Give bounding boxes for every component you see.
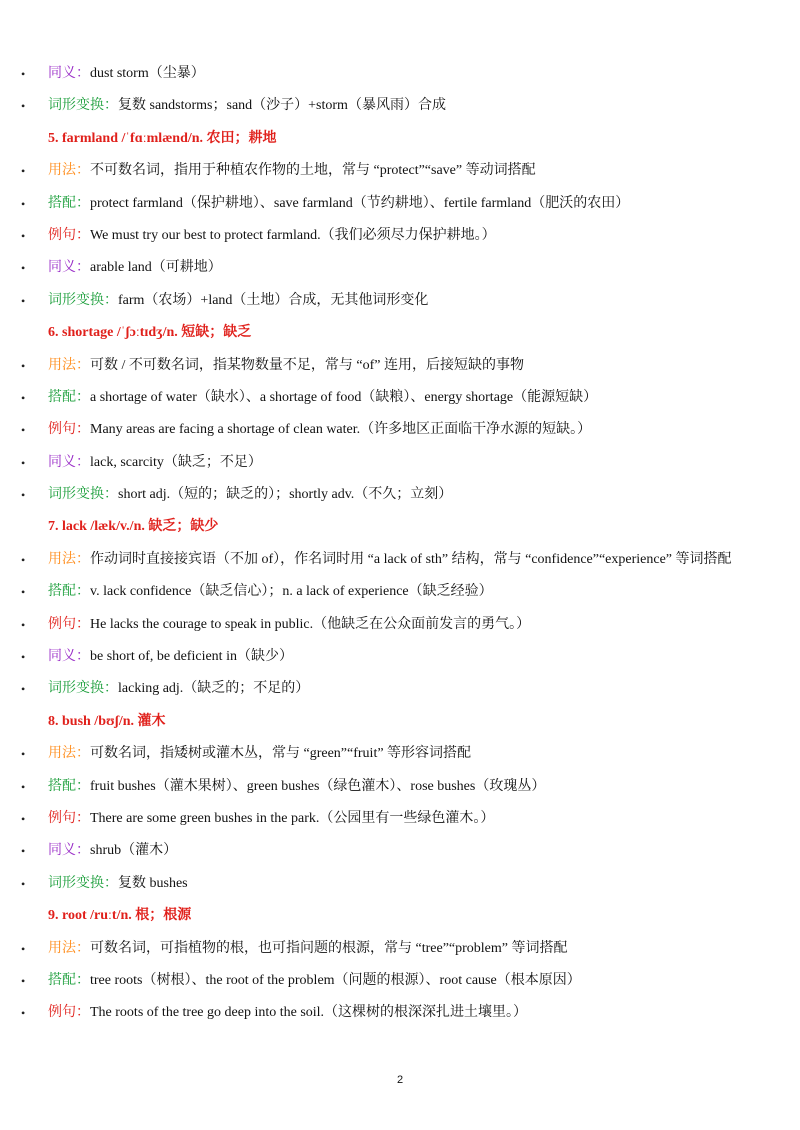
item-text: The roots of the tree go deep into the soil.（这棵树的根深深扎进土壤里。） — [90, 1005, 528, 1021]
item-label: 同义： — [48, 260, 90, 276]
item-text: lacking adj.（缺乏的；不足的） — [118, 681, 310, 697]
list-item-content — [48, 576, 760, 608]
item-label: 词形变换： — [48, 875, 118, 891]
list-item — [0, 447, 800, 479]
item-label: 用法： — [48, 746, 90, 762]
list-item — [0, 933, 800, 965]
list-item — [0, 673, 800, 705]
list-item — [0, 58, 800, 90]
item-text: protect farmland（保护耕地）、save farmland（节约耕地）、fertile farmland（肥沃的农田） — [90, 195, 630, 211]
list-item-content — [48, 155, 760, 187]
item-text: He lacks the courage to speak in public.（他缺乏在公众面前发言的勇气。） — [90, 616, 531, 632]
list-item-content — [48, 447, 760, 479]
list-item-content — [48, 803, 760, 835]
item-text: farm（农场）+land（土地）合成，无其他词形变化 — [118, 292, 429, 308]
list-item — [0, 544, 800, 576]
list-item-content — [48, 835, 760, 867]
bullet-icon: • — [21, 941, 26, 956]
list-item — [0, 285, 800, 317]
list-item — [0, 641, 800, 673]
list-item — [0, 609, 800, 641]
item-label: 搭配： — [48, 972, 90, 988]
item-text: Many areas are facing a shortage of clean water.（许多地区正面临干净水源的短缺。） — [90, 422, 592, 438]
entry-heading — [0, 900, 800, 932]
list-item — [0, 350, 800, 382]
list-item-content — [48, 738, 760, 770]
bullet-icon: • — [21, 779, 26, 794]
bullet-icon: • — [21, 617, 26, 632]
list-item-content — [48, 544, 760, 576]
item-text: a shortage of water（缺水）、a shortage of food（缺粮）、energy shortage（能源短缺） — [90, 389, 598, 405]
list-item — [0, 155, 800, 187]
item-label: 同义： — [48, 66, 90, 81]
item-text: fruit bushes（灌木果树）、green bushes（绿色灌木）、rose bushes（玫瑰丛） — [90, 778, 546, 794]
list-item — [0, 414, 800, 446]
item-label: 搭配： — [48, 584, 90, 600]
bullet-icon: • — [21, 164, 26, 179]
item-text: dust storm（尘暴） — [90, 66, 205, 81]
list-item-content — [48, 252, 760, 284]
bullet-icon: • — [21, 747, 26, 762]
bullet-icon: • — [21, 390, 26, 405]
item-text: v. lack confidence（缺乏信心）；n. a lack of experience（缺乏经验） — [90, 584, 493, 600]
bullet-icon: • — [21, 423, 26, 438]
bullet-icon: • — [21, 585, 26, 600]
list-item-content — [48, 997, 760, 1029]
list-item-content — [48, 965, 760, 997]
entry-heading — [0, 511, 800, 543]
item-label: 例句： — [48, 227, 90, 243]
entry-heading-text: 9. root /ruːt/n. 根；根源 — [48, 908, 192, 924]
list-item-content — [48, 382, 760, 414]
item-text: be short of, be deficient in（缺少） — [90, 649, 293, 665]
item-label: 用法： — [48, 551, 90, 567]
list-item-content — [48, 479, 760, 511]
item-label: 例句： — [48, 1005, 90, 1021]
bullet-icon: • — [21, 261, 26, 276]
bullet-icon: • — [21, 99, 26, 114]
bullet-icon: • — [21, 67, 26, 81]
bullet-icon: • — [21, 358, 26, 373]
list-item-content — [48, 933, 760, 965]
list-item — [0, 479, 800, 511]
item-label: 词形变换： — [48, 98, 118, 114]
item-label: 用法： — [48, 940, 90, 956]
list-item — [0, 965, 800, 997]
entry-heading — [0, 317, 800, 349]
bullet-icon: • — [21, 973, 26, 988]
list-item-content — [48, 220, 760, 252]
item-label: 同义： — [48, 843, 90, 859]
list-item — [0, 868, 800, 900]
list-item-content — [48, 285, 760, 317]
item-label: 用法： — [48, 357, 90, 373]
bullet-icon: • — [21, 552, 26, 567]
item-label: 词形变换： — [48, 487, 118, 503]
list-item — [0, 738, 800, 770]
item-text: 可数名词，指矮树或灌木丛，常与 “green”“fruit” 等形容词搭配 — [90, 746, 472, 762]
item-text: We must try our best to protect farmland.（我们必须尽力保护耕地。） — [90, 227, 496, 243]
list-item — [0, 252, 800, 284]
item-text: 不可数名词，指用于种植农作物的土地，常与 “protect”“save” 等动词搭配 — [90, 163, 536, 179]
item-label: 搭配： — [48, 195, 90, 211]
list-item — [0, 90, 800, 122]
item-text: 复数 sandstorms；sand（沙子）+storm（暴风雨）合成 — [118, 98, 446, 114]
bullet-icon: • — [21, 196, 26, 211]
bullet-icon: • — [21, 1006, 26, 1021]
list-item — [0, 997, 800, 1029]
list-item — [0, 220, 800, 252]
item-label: 例句： — [48, 811, 90, 826]
list-item-content — [48, 188, 760, 220]
list-item-content — [48, 771, 760, 803]
entry-heading — [0, 123, 800, 155]
item-text: 可数 / 不可数名词，指某物数量不足，常与 “of” 连用，后接短缺的事物 — [90, 357, 524, 373]
item-text: 作动词时直接接宾语（不加 of），作名词时用 “a lack of sth” 结构，常与 “confidence”“experience” 等词搭配 — [90, 551, 732, 567]
item-text: 可数名词，可指植物的根，也可指问题的根源，常与 “tree”“problem” 等词搭配 — [90, 940, 568, 956]
entry-heading-text: 5. farmland /ˈfɑːmlænd/n. 农田；耕地 — [48, 130, 277, 146]
document-page — [0, 58, 800, 1030]
list-item-content — [48, 90, 760, 122]
bullet-icon: • — [21, 650, 26, 665]
page-number: 2 — [396, 1074, 404, 1086]
item-label: 搭配： — [48, 389, 90, 405]
item-label: 例句： — [48, 616, 90, 632]
entry-heading — [0, 706, 800, 738]
list-item-content — [48, 58, 760, 90]
list-item — [0, 771, 800, 803]
bullet-icon: • — [21, 812, 26, 826]
list-item-content — [48, 350, 760, 382]
list-item-content — [48, 868, 760, 900]
list-item-content — [48, 673, 760, 705]
entry-heading-text: 7. lack /læk/v./n. 缺乏；缺少 — [48, 519, 219, 535]
item-text: short adj.（短的；缺乏的）；shortly adv.（不久；立刻） — [118, 487, 453, 503]
item-text: There are some green bushes in the park.（公园里有一些绿色灌木。） — [90, 811, 495, 826]
bullet-icon: • — [21, 682, 26, 697]
list-item — [0, 188, 800, 220]
list-item — [0, 835, 800, 867]
bullet-icon: • — [21, 488, 26, 503]
list-item-content — [48, 641, 760, 673]
entry-heading-text: 8. bush /bʊʃ/n. 灌木 — [48, 713, 166, 729]
item-text: arable land（可耕地） — [90, 260, 222, 276]
item-label: 同义： — [48, 649, 90, 665]
item-text: tree roots（树根）、the root of the problem（问题的根源）、root cause（根本原因） — [90, 972, 581, 988]
list-item-content — [48, 609, 760, 641]
entry-heading-text: 6. shortage /ˈʃɔːtɪdʒ/n. 短缺；缺乏 — [48, 325, 252, 341]
item-label: 例句： — [48, 422, 90, 438]
list-item — [0, 803, 800, 835]
item-label: 用法： — [48, 163, 90, 179]
item-label: 搭配： — [48, 778, 90, 794]
item-label: 词形变换： — [48, 292, 118, 308]
bullet-icon: • — [21, 455, 26, 470]
item-text: shrub（灌木） — [90, 843, 178, 859]
item-text: 复数 bushes — [118, 875, 188, 891]
list-item — [0, 382, 800, 414]
bullet-icon: • — [21, 844, 26, 859]
bullet-icon: • — [21, 293, 26, 308]
item-text: lack, scarcity（缺乏；不足） — [90, 454, 262, 470]
item-label: 词形变换： — [48, 681, 118, 697]
list-item — [0, 576, 800, 608]
bullet-icon: • — [21, 876, 26, 891]
list-item-content — [48, 414, 760, 446]
item-label: 同义： — [48, 454, 90, 470]
bullet-icon: • — [21, 228, 26, 243]
